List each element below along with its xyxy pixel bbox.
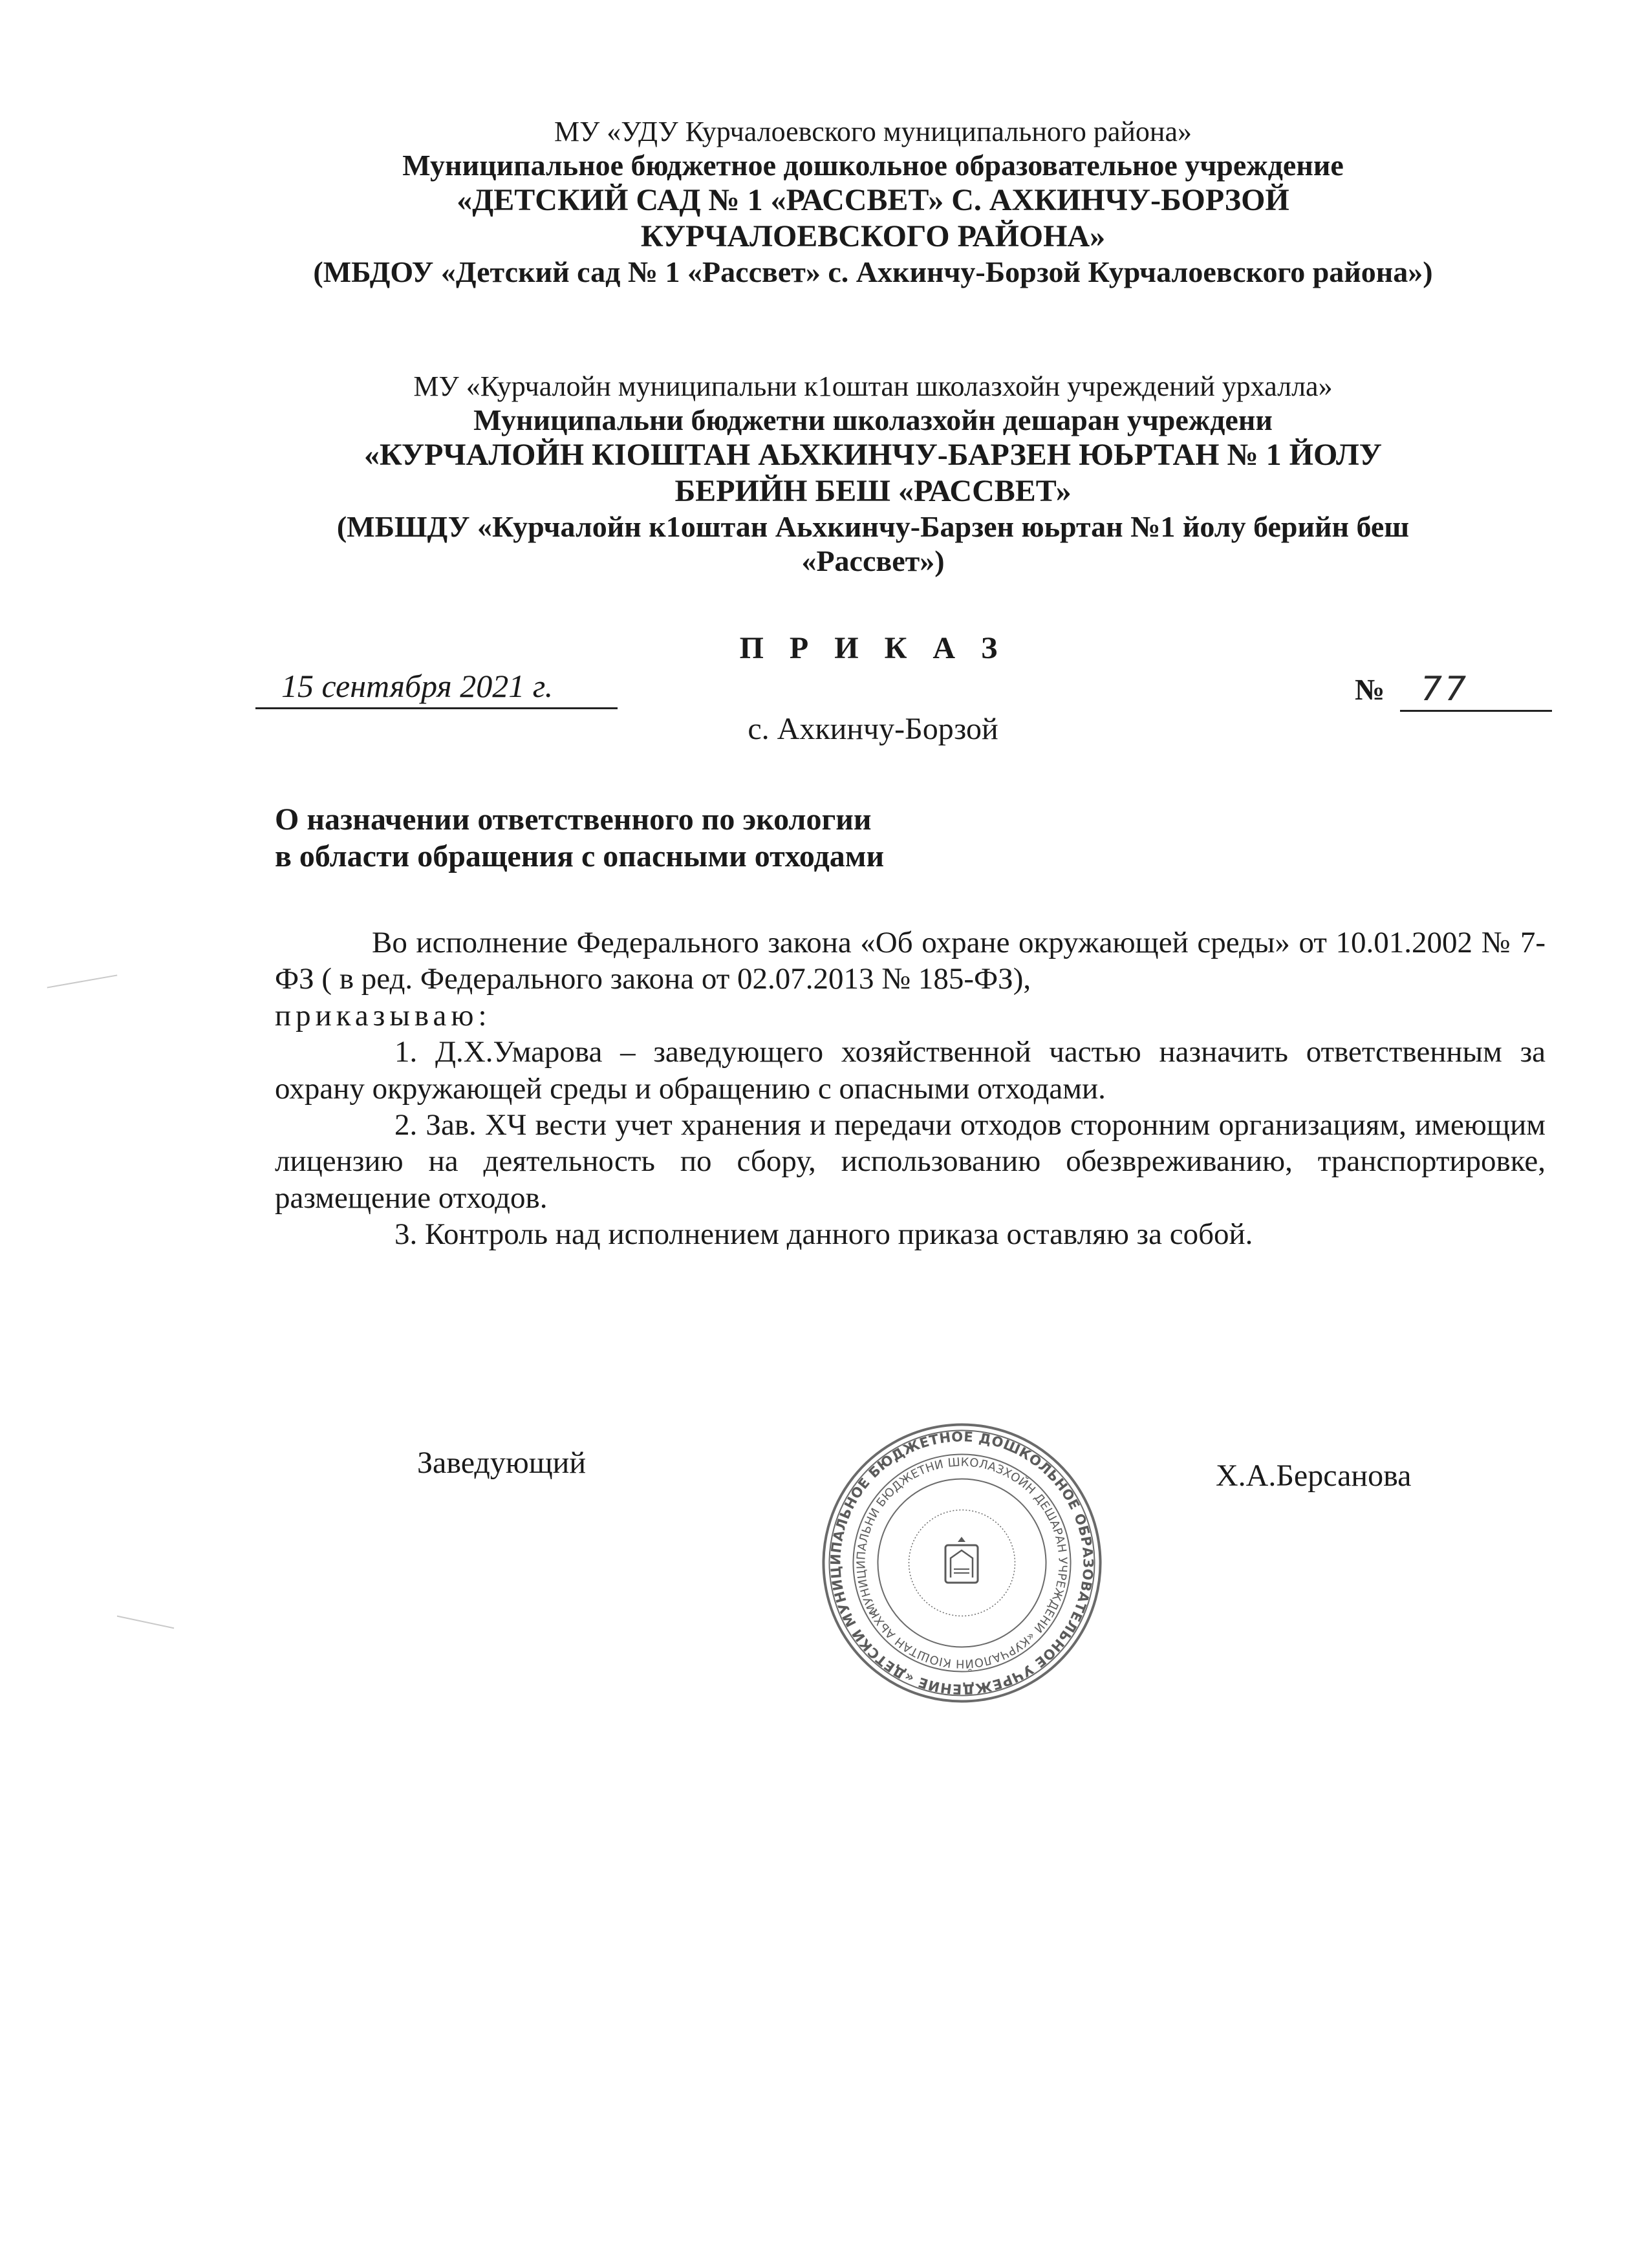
header-ce-ministry: МУ «Курчалойн муниципальни к1оштан школазхойн учреждений урхалла» [413,370,1333,402]
header-ru-ministry: МУ «УДУ Курчалоевского муниципального района» [554,116,1192,147]
order-body [275,925,1546,1253]
official-seal-stamp [818,1419,1106,1707]
order-number: 77 [1421,670,1469,709]
order-item-2: 2. Зав. ХЧ вести учет хранения и передачи отходов сторонним организациям, имеющим лицензию на деятельность по сбору, использованию обезвреживанию, транспортировке, размещение отходов. [275,1107,1546,1215]
header-ru-institution-district: КУРЧАЛОЕВСКОГО РАЙОНА» [640,219,1106,254]
header-ce-abbreviation-cont: «Рассвет») [801,544,945,578]
signature-position: Заведующий [417,1446,587,1480]
scan-artifact-line [117,1616,174,1629]
header-chechen [272,370,1474,578]
order-subject [275,802,884,875]
header-russian [272,115,1474,289]
header-ru-institution-name: «ДЕТСКИЙ САД № 1 «РАССВЕТ» С. АХКИНЧУ-БОРЗОЙ [457,183,1289,218]
order-number-field [1400,672,1552,712]
seal-outer-text: МУНИЦИПАЛЬНОЕ БЮДЖЕТНОЕ ДОШКОЛЬНОЕ ОБРАЗОВАТЕЛЬНОЕ УЧРЕЖДЕНИЕ «ДЕТСКИЙ [828,1429,1096,1697]
order-title: П Р И К А З [739,631,1007,665]
header-ce-institution-name: «КУРЧАЛОЙН КIОШТАН АЬХКИНЧУ-БАРЗЕН ЮЬРТАН № 1 ЙОЛУ [364,438,1382,473]
header-ru-abbreviation: (МБДОУ «Детский сад № 1 «Рассвет» с. Ахкинчу-Борзой Курчалоевского района») [313,255,1433,288]
seal-inner-text: МУНИЦИПАЛЬНИ БЮДЖЕТНИ ШКОЛАЗХОЙН ДЕШАРАН УЧРЕЖДЕНИ «КУРЧАЛОЙН КIОШТАН АЬХКИНЧУ-БАРЗЕН [854,1455,1070,1671]
seal-emblem-icon [945,1537,978,1583]
order-place: с. Ахкинчу-Борзой [748,712,998,746]
subject-line-1: О назначении ответственного по экологии [275,802,872,837]
header-ce-abbreviation: (МБШДУ «Курчалойн к1оштан Аьхкинчу-Барзен юьртан №1 йолу берийн беш [336,509,1410,543]
order-item-3: 3. Контроль над исполнением данного приказа оставляю за собой. [394,1217,1253,1252]
header-ce-institution-name-cont: БЕРИЙН БЕШ «РАССВЕТ» [674,474,1072,509]
order-word: приказываю: [275,998,491,1032]
preamble: Во исполнение Федерального закона «Об охране окружающей среды» от 10.01.2002 № 7-ФЗ ( в ред. Федерального закона от 02.07.2013 № 185-ФЗ), [275,926,1546,996]
scan-artifact-line [47,974,118,988]
signature-name: Х.А.Берсанова [1216,1459,1412,1493]
order-date: 15 сентября 2021 г. [281,668,554,704]
subject-line-2: в области обращения с опасными отходами [275,839,885,873]
header-ru-institution-type: Муниципальное бюджетное дошкольное образовательное учреждение [402,149,1344,182]
order-number-label: № [1355,673,1385,706]
header-ce-institution-type: Муниципальни бюджетни школазхойн дешаран учреждени [473,403,1273,437]
order-item-1: 1. Д.Х.Умарова – заведующего хозяйственной частью назначить ответственным за охрану окружающей среды и обращению с опасными отходами. [275,1035,1546,1106]
order-date-field [255,667,618,709]
